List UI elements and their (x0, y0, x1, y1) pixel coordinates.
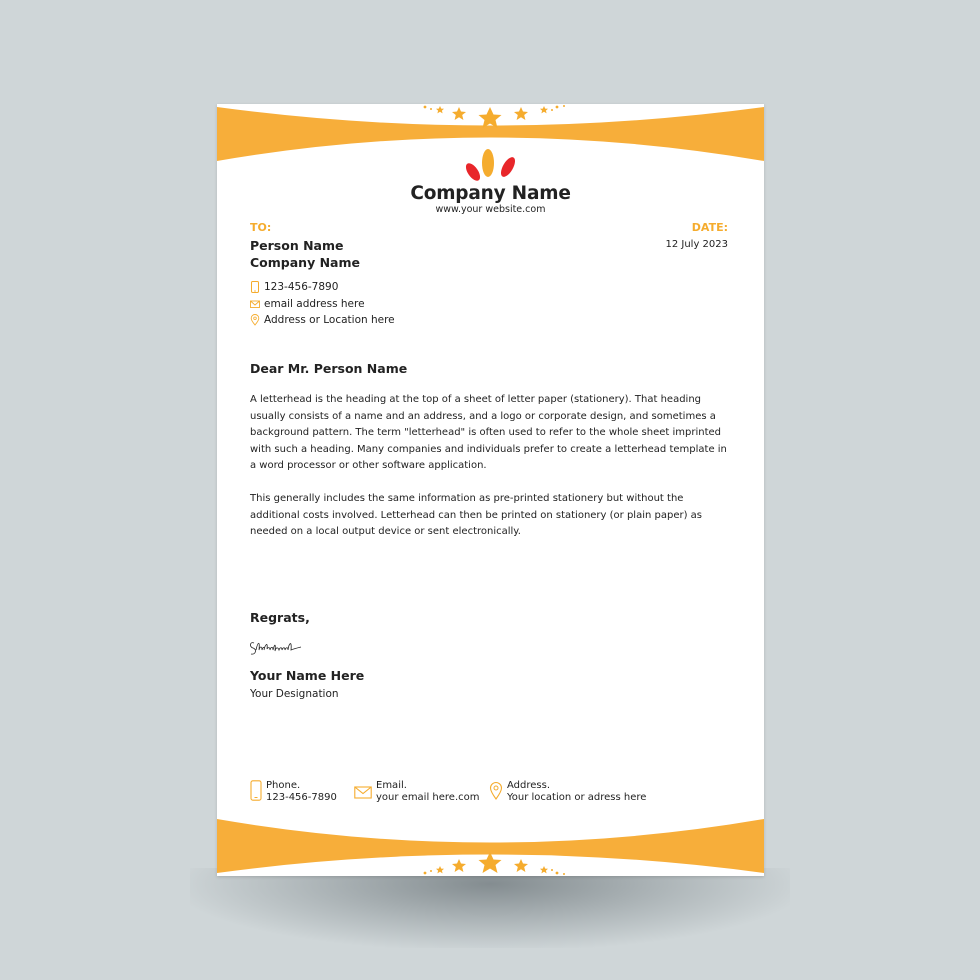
letter-closing: Regrats, (250, 610, 310, 625)
date-label: DATE: (691, 221, 728, 234)
letter-paragraph-1: A letterhead is the heading at the top of a sheet of letter paper (stationery). That heading usually consists of a name and an address, and a logo or corporate design, and sometimes a background pattern. The term "letterhead" is often used to refer to the whole sheet imprinted with such a heading. Many companies and individuals prefer to create a letterhead template in a word processor or other software application. (250, 394, 727, 471)
recipient-address-row (250, 313, 395, 327)
letter-paragraph-2: This generally includes the same information as pre-printed stationery but without the additional costs involved. Letterhead can then be printed on stationery (or plain paper) as needed on a local output device or sent electronically. (250, 493, 703, 537)
sender-name: Your Name Here (250, 668, 365, 683)
to-label: TO: (250, 221, 272, 234)
envelope-icon (250, 298, 260, 310)
recipient-phone: 123-456-7890 (264, 281, 339, 293)
footer-phone-label: Phone. (266, 780, 301, 791)
top-stars-icon (407, 104, 577, 132)
footer-email-value: your email here.com (376, 792, 480, 803)
recipient-phone-row (250, 280, 338, 294)
footer-phone-value: 123-456-7890 (266, 792, 337, 803)
signature-icon (248, 637, 304, 659)
page-shadow (190, 868, 790, 948)
company-website: www.your website.com (435, 204, 546, 215)
recipient-email: email address here (264, 298, 365, 310)
location-pin-icon (250, 314, 260, 326)
sender-designation: Your Designation (250, 688, 339, 700)
recipient-address: Address or Location here (264, 314, 395, 326)
company-name: Company Name (410, 183, 571, 204)
footer-address-value: Your location or adress here (507, 792, 647, 803)
recipient-company-name: Company Name (250, 255, 360, 270)
footer-email-label: Email. (376, 780, 407, 791)
recipient-email-row (250, 297, 365, 311)
date-value: 12 July 2023 (665, 239, 728, 250)
phone-icon (250, 281, 260, 293)
letter-greeting: Dear Mr. Person Name (250, 361, 408, 376)
letterhead-sheet (217, 104, 764, 876)
recipient-person-name: Person Name (250, 238, 344, 253)
footer-address-label: Address. (507, 780, 551, 791)
bottom-stars-icon (407, 848, 577, 876)
